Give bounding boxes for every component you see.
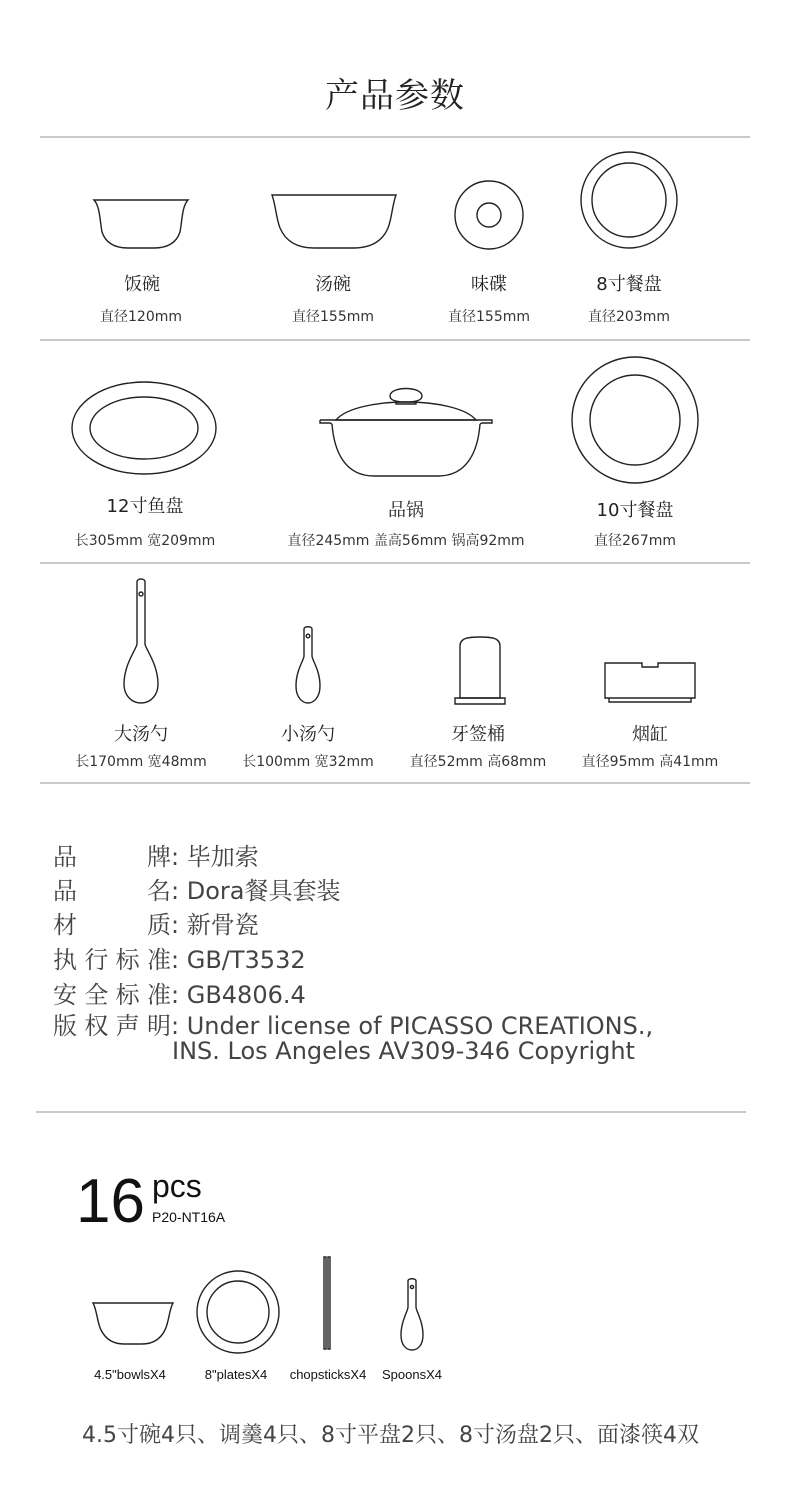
rice-bowl-icon <box>90 192 192 250</box>
sauce-dish-icon <box>452 178 526 252</box>
soup-bowl-icon <box>268 192 400 252</box>
spec-value: Under license of PICASSO CREATIONS., <box>186 1012 654 1040</box>
divider <box>40 782 750 784</box>
bowl-icon <box>90 1300 176 1346</box>
item-dims: 直径120mm <box>100 309 182 325</box>
item-name: 牙签桶 <box>451 724 505 745</box>
divider <box>36 1111 746 1113</box>
spec-value: Dora餐具套装 <box>186 877 341 905</box>
divider <box>40 136 750 138</box>
spec-label: 品牌 <box>53 843 171 871</box>
item-dims: 直径267mm <box>594 533 676 549</box>
spec-row-material <box>53 905 259 940</box>
item-dims: 直径155mm <box>292 309 374 325</box>
item-name: 烟缸 <box>632 724 668 745</box>
plate-8in-icon <box>578 150 680 252</box>
item-dims: 长170mm 宽48mm <box>75 754 207 770</box>
set-item-label: 8"platesX4 <box>204 1367 268 1382</box>
item-dims: 长305mm 宽209mm <box>74 533 216 549</box>
spec-value-continuation: INS. Los Angeles AV309-346 Copyright <box>172 1037 635 1065</box>
set-count: 16 <box>76 1167 145 1236</box>
item-name: 饭碗 <box>124 274 160 295</box>
item-dims: 直径203mm <box>588 309 670 325</box>
item-dims: 直径245mm 盖高56mm 锅高92mm <box>287 533 525 549</box>
set-model: P20-NT16A <box>152 1209 226 1225</box>
item-name: 品锅 <box>388 500 424 521</box>
pot-icon <box>316 380 496 480</box>
set-item-label: SpoonsX4 <box>382 1367 442 1382</box>
item-dims: 直径95mm 高41mm <box>581 754 719 770</box>
spec-label: 材质 <box>53 911 171 939</box>
spec-colon: : <box>171 877 187 905</box>
spec-value: 新骨瓷 <box>186 911 259 939</box>
spec-label: 安全标准 <box>53 981 171 1009</box>
spec-row-safety-standard <box>53 975 306 1010</box>
divider <box>40 562 750 564</box>
spec-row-standard <box>53 940 306 975</box>
plate-10in-icon <box>569 354 701 486</box>
spec-row-copyright <box>53 1006 653 1041</box>
spoon-icon <box>398 1277 426 1353</box>
divider <box>40 339 750 341</box>
set-unit: pcs <box>152 1168 202 1204</box>
item-name: 10寸餐盘 <box>596 500 674 521</box>
spec-colon: : <box>171 911 187 939</box>
fish-plate-icon <box>70 380 218 476</box>
plate-icon <box>194 1268 282 1356</box>
spec-row-product-name <box>53 871 340 906</box>
item-dims: 直径52mm 高68mm <box>409 754 547 770</box>
page-title: 产品参数 <box>325 76 465 116</box>
item-name: 12寸鱼盘 <box>106 496 184 517</box>
small-spoon-icon <box>292 624 324 706</box>
item-name: 味碟 <box>471 274 507 295</box>
spec-label: 品名 <box>53 877 171 905</box>
ashtray-icon <box>602 660 698 704</box>
item-dims: 长100mm 宽32mm <box>242 754 374 770</box>
set-summary: 4.5寸碗4只、调羹4只、8寸平盘2只、8寸汤盘2只、面漆筷4双 <box>82 1423 699 1448</box>
item-name: 大汤勺 <box>114 724 168 745</box>
set-item-label: 4.5"bowlsX4 <box>94 1367 166 1382</box>
item-name: 8寸餐盘 <box>596 274 662 295</box>
spec-label: 执行标准 <box>53 946 171 974</box>
spec-value: GB/T3532 <box>186 946 306 974</box>
spec-value: 毕加索 <box>186 843 259 871</box>
spec-colon: : <box>171 843 187 871</box>
spec-value: GB4806.4 <box>186 981 306 1009</box>
large-spoon-icon <box>118 576 164 706</box>
spec-colon: : <box>171 1012 187 1040</box>
item-name: 汤碗 <box>315 274 351 295</box>
spec-label: 版权声明 <box>53 1012 171 1040</box>
item-name: 小汤勺 <box>281 724 335 745</box>
set-item-label: chopsticksX4 <box>289 1367 367 1382</box>
chopsticks-icon <box>322 1255 332 1351</box>
spec-colon: : <box>171 981 187 1009</box>
item-dims: 直径155mm <box>448 309 530 325</box>
spec-colon: : <box>171 946 187 974</box>
spec-row-brand <box>53 837 259 872</box>
toothpick-holder-icon <box>452 634 508 708</box>
